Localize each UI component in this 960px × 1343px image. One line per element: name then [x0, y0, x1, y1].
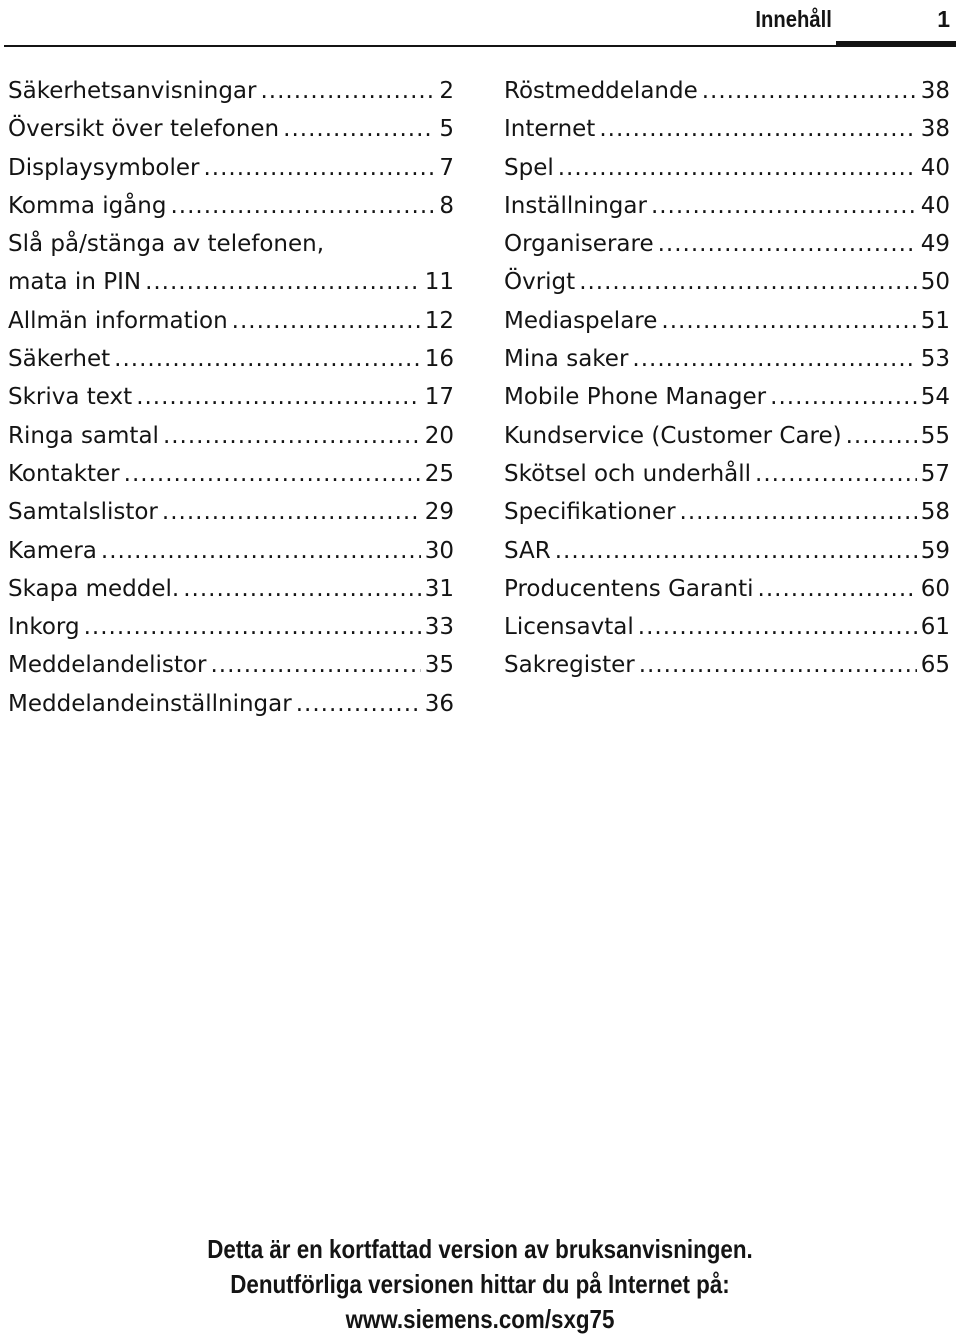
- dot-leader: [658, 225, 917, 263]
- toc-entry-title: Mina saker: [504, 346, 629, 373]
- toc-entry[interactable]: [504, 646, 950, 684]
- toc-entry-title: Producentens Garanti: [504, 575, 754, 602]
- toc-left-column: [8, 72, 454, 723]
- toc-entry-page: 36: [424, 690, 454, 717]
- toc-entry-title: Spel: [504, 154, 554, 181]
- toc-entry-title: Komma igång: [8, 192, 167, 219]
- dot-leader: [203, 149, 435, 187]
- toc-entry[interactable]: [8, 532, 454, 570]
- toc-entry-title: Specifikationer: [504, 499, 676, 526]
- toc-entry-title: Slå på/stänga av telefonen,: [8, 231, 325, 258]
- toc-entry-title: Röstmeddelande: [504, 78, 698, 104]
- dot-leader: [210, 646, 420, 684]
- toc-entry-title: Skapa meddel.: [8, 575, 180, 602]
- toc-entry-page: 49: [920, 231, 950, 258]
- toc-entry[interactable]: [504, 493, 950, 531]
- dot-leader: [755, 455, 917, 493]
- toc-entry-title: Ringa samtal: [8, 422, 159, 449]
- dot-leader: [758, 570, 917, 608]
- toc-entry-title: Allmän information: [8, 307, 228, 334]
- toc-entry-page: 16: [424, 346, 454, 373]
- toc-entry-page: 11: [424, 269, 454, 296]
- dot-leader: [632, 340, 916, 378]
- toc-entry[interactable]: [8, 378, 454, 416]
- page-number: 1: [937, 6, 950, 32]
- toc-entry-title: Mobile Phone Manager: [504, 384, 767, 411]
- dot-leader: [296, 685, 421, 723]
- toc-entry-title: Skötsel och underhåll: [504, 460, 752, 487]
- toc-entry-title: mata in PIN: [8, 269, 142, 296]
- toc-entry-title: Displaysymboler: [8, 154, 200, 181]
- dot-leader: [579, 263, 917, 301]
- toc-entry-page: 12: [424, 307, 454, 334]
- toc-entry-page: 51: [920, 307, 950, 334]
- toc-entry[interactable]: [8, 302, 454, 340]
- toc-right-column: [504, 72, 950, 685]
- toc-entry[interactable]: [8, 608, 454, 646]
- toc-entry[interactable]: [8, 72, 454, 110]
- toc-entry-page: 29: [424, 499, 454, 526]
- toc-entry-title: Meddelandelistor: [8, 652, 207, 679]
- toc-entry-title: Övrigt: [504, 269, 576, 296]
- footer-line-1: Detta är en kortfattad version av bruksanvisningen.: [207, 1234, 753, 1264]
- toc-entry-page: 50: [920, 269, 950, 296]
- dot-leader: [638, 608, 917, 646]
- dot-leader: [846, 417, 917, 455]
- toc-entry[interactable]: [504, 302, 950, 340]
- dot-leader: [651, 187, 917, 225]
- footer-url[interactable]: www.siemens.com/sxg75: [345, 1304, 615, 1334]
- toc-entry[interactable]: [504, 187, 950, 225]
- toc-entry-page: 38: [920, 78, 950, 104]
- toc-entry[interactable]: [8, 493, 454, 531]
- header-rule: [4, 45, 956, 47]
- toc-entry-title: SAR: [504, 537, 551, 564]
- toc-entry[interactable]: [504, 417, 950, 455]
- dot-leader: [84, 608, 421, 646]
- dot-leader: [170, 187, 435, 225]
- toc-entry[interactable]: [504, 340, 950, 378]
- toc-entry-page: 40: [920, 192, 950, 219]
- toc-entry[interactable]: [8, 110, 454, 148]
- dot-leader: [136, 378, 421, 416]
- dot-leader: [639, 646, 917, 684]
- toc-entry[interactable]: [504, 110, 950, 148]
- toc-entry[interactable]: [504, 455, 950, 493]
- dot-leader: [124, 455, 421, 493]
- toc-entry-title: Kundservice (Customer Care): [504, 422, 842, 449]
- dot-leader: [555, 532, 917, 570]
- toc-entry-title: Mediaspelare: [504, 307, 658, 334]
- footer-line-2: Denutförliga versionen hittar du på Internet på:: [230, 1269, 730, 1299]
- dot-leader: [599, 110, 916, 148]
- toc-entry-page: 7: [439, 154, 454, 181]
- toc-entry-title: Licensavtal: [504, 614, 634, 641]
- toc-entry[interactable]: [504, 72, 950, 110]
- header-rule-accent: [836, 41, 956, 47]
- toc-entry-page: 20: [424, 422, 454, 449]
- toc-entry[interactable]: [8, 570, 454, 608]
- toc-entry-page: 25: [424, 460, 454, 487]
- toc-entry-page: 33: [424, 614, 454, 641]
- toc-entry-page: 57: [920, 460, 950, 487]
- dot-leader: [162, 493, 421, 531]
- dot-leader: [558, 149, 917, 187]
- toc-entry[interactable]: [504, 570, 950, 608]
- dot-leader: [770, 378, 917, 416]
- toc-entry-title: Kamera: [8, 537, 97, 564]
- toc-entry[interactable]: [504, 149, 950, 187]
- toc-entry-title: Sakregister: [504, 652, 635, 679]
- toc-entry-page: 38: [920, 116, 950, 143]
- section-title: Innehåll: [755, 6, 832, 32]
- toc-entry[interactable]: [8, 646, 454, 684]
- dot-leader: [163, 417, 421, 455]
- toc-entry[interactable]: [8, 149, 454, 187]
- toc-entry-title: Meddelandeinställningar: [8, 690, 292, 717]
- toc-entry-page: 54: [920, 384, 950, 411]
- toc-entry-title: Samtalslistor: [8, 499, 158, 526]
- toc-entry-page: 2: [439, 78, 454, 104]
- toc-entry[interactable]: [504, 378, 950, 416]
- dot-leader: [702, 72, 917, 110]
- toc-entry-title: Skriva text: [8, 384, 133, 411]
- toc-entry-title: Säkerhet: [8, 346, 111, 373]
- toc-entry-page: 35: [424, 652, 454, 679]
- toc-entry-page: 8: [439, 192, 454, 219]
- dot-leader: [101, 532, 421, 570]
- toc-entry[interactable]: [8, 340, 454, 378]
- toc-entry-title: Organiserare: [504, 231, 654, 258]
- dot-leader: [260, 72, 435, 110]
- toc-entry-page: 30: [424, 537, 454, 564]
- toc-entry[interactable]: [504, 608, 950, 646]
- toc-entry[interactable]: [8, 685, 454, 723]
- toc-entry-page: 17: [424, 384, 454, 411]
- toc-entry-page: 58: [920, 499, 950, 526]
- toc-entry-page: 31: [424, 575, 454, 602]
- dot-leader: [183, 570, 420, 608]
- dot-leader: [680, 493, 917, 531]
- toc-entry-title: Kontakter: [8, 460, 120, 487]
- toc-entry-page: 61: [920, 614, 950, 641]
- toc-entry-title: Internet: [504, 116, 596, 143]
- toc-entry[interactable]: [8, 263, 454, 301]
- toc-entry-page: 59: [920, 537, 950, 564]
- toc-entry-title: Översikt över telefonen: [8, 116, 280, 143]
- toc-entry[interactable]: [504, 263, 950, 301]
- dot-leader: [114, 340, 421, 378]
- toc-entry-title: Säkerhetsanvisningar: [8, 78, 257, 104]
- dot-leader: [232, 302, 421, 340]
- toc-entry-page: 55: [920, 422, 950, 449]
- toc-entry[interactable]: [8, 417, 454, 455]
- toc-entry-page: 60: [920, 575, 950, 602]
- toc-entry-page: 5: [439, 116, 454, 143]
- dot-leader: [283, 110, 435, 148]
- footer-note: [0, 1232, 960, 1337]
- toc-entry-page: 65: [920, 652, 950, 679]
- toc-entry[interactable]: [8, 455, 454, 493]
- toc-entry[interactable]: [8, 225, 454, 263]
- toc-entry[interactable]: [8, 187, 454, 225]
- toc-entry-title: Inkorg: [8, 614, 80, 641]
- toc-entry-page: 40: [920, 154, 950, 181]
- dot-leader: [661, 302, 916, 340]
- toc-entry[interactable]: [504, 225, 950, 263]
- toc-entry-title: Inställningar: [504, 192, 647, 219]
- toc-entry-page: 53: [920, 346, 950, 373]
- dot-leader: [145, 263, 421, 301]
- toc-entry[interactable]: [504, 532, 950, 570]
